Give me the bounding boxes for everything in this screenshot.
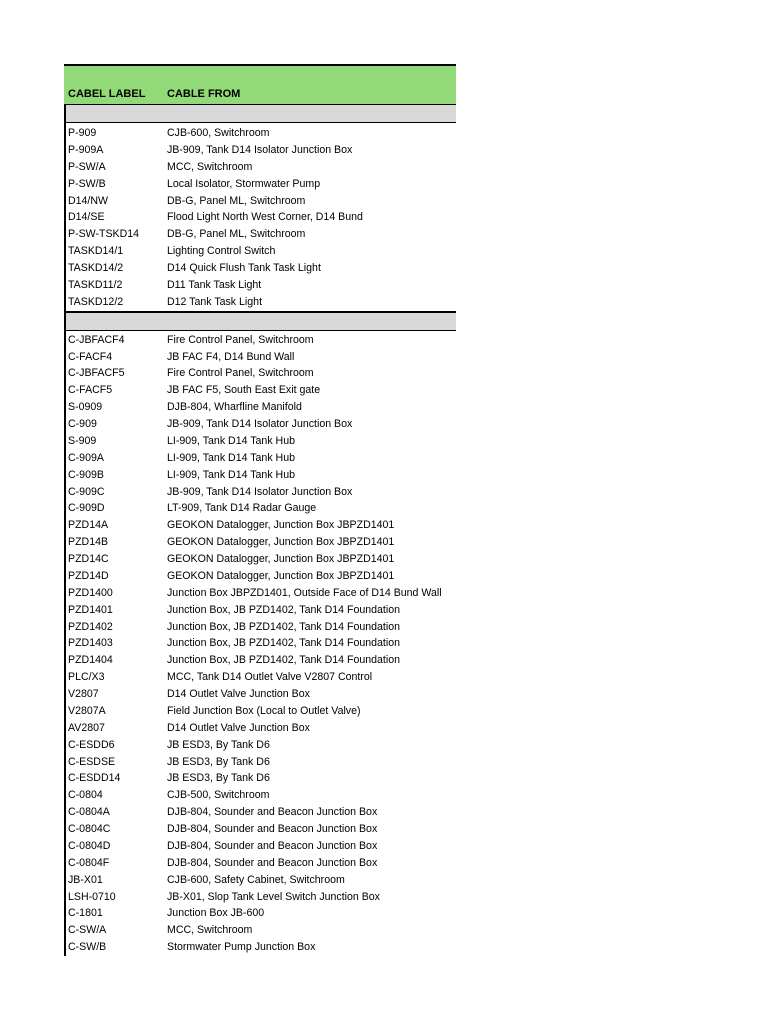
table-row[interactable] xyxy=(64,754,456,771)
cable-label-cell[interactable]: PLC/X3 xyxy=(68,671,105,684)
table-row[interactable] xyxy=(64,568,456,585)
cable-label-cell[interactable]: PZD1403 xyxy=(68,637,113,650)
table-row[interactable] xyxy=(64,176,456,193)
cable-label-cell[interactable]: C-909A xyxy=(68,451,104,464)
header-cabel-label[interactable]: CABEL LABEL xyxy=(68,88,146,100)
table-row[interactable] xyxy=(64,855,456,872)
table-row[interactable] xyxy=(64,277,456,294)
spreadsheet-table xyxy=(64,64,456,956)
table-row[interactable] xyxy=(64,294,456,311)
cable-label-cell[interactable]: C-SW/A xyxy=(68,924,107,937)
cable-label-cell[interactable]: C-909B xyxy=(68,468,104,481)
cable-from-cell[interactable]: JB ESD3, By Tank D6 xyxy=(167,755,270,768)
table-row[interactable] xyxy=(64,737,456,754)
table-row[interactable] xyxy=(64,585,456,602)
cable-label-cell[interactable]: PZD14C xyxy=(68,553,109,565)
table-row[interactable] xyxy=(64,720,456,737)
cable-from-cell[interactable]: GEOKON Datalogger, Junction Box JBPZD1401 xyxy=(167,519,395,532)
table-row[interactable] xyxy=(64,450,456,467)
cable-label-cell[interactable]: PZD14D xyxy=(68,569,109,582)
cable-label-cell[interactable]: TASKD14/2 xyxy=(68,262,124,274)
cable-label-cell[interactable]: P-909 xyxy=(68,127,97,139)
cable-label-cell[interactable]: LSH-0710 xyxy=(68,890,116,903)
cable-group-2 xyxy=(64,331,456,956)
table-row[interactable] xyxy=(64,517,456,534)
cable-from-cell[interactable]: MCC, Switchroom xyxy=(167,160,253,173)
cable-label-cell[interactable]: AV2807 xyxy=(68,721,105,734)
cable-label-cell[interactable]: PZD14B xyxy=(68,536,109,549)
cable-from-cell[interactable]: Field Junction Box (Local to Outlet Valve) xyxy=(167,704,361,717)
cable-from-cell[interactable]: Junction Box, JB PZD1402, Tank D14 Foundation xyxy=(167,654,401,667)
cable-from-cell[interactable]: DJB-804, Wharfline Manifold xyxy=(167,401,302,414)
cable-from-cell[interactable]: JB-909, Tank D14 Isolator Junction Box xyxy=(167,485,353,498)
cable-from-cell[interactable]: CJB-500, Switchroom xyxy=(167,789,270,802)
table-row[interactable] xyxy=(64,551,456,568)
cable-label-cell[interactable]: P-SW/B xyxy=(68,177,106,190)
table-row[interactable] xyxy=(64,349,456,366)
table-row[interactable] xyxy=(64,602,456,619)
cable-label-cell[interactable]: TASKD14/1 xyxy=(68,245,124,258)
cable-label-cell[interactable]: C-0804C xyxy=(68,823,111,835)
table-row[interactable] xyxy=(64,804,456,821)
table-row[interactable] xyxy=(64,619,456,636)
table-row[interactable] xyxy=(64,243,456,260)
table-row[interactable] xyxy=(64,467,456,484)
cable-from-cell[interactable]: MCC, Tank D14 Outlet Valve V2807 Control xyxy=(167,671,373,684)
cable-label-cell[interactable]: S-909 xyxy=(68,434,97,447)
cable-label-cell[interactable]: PZD1404 xyxy=(68,654,113,667)
cable-label-cell[interactable]: C-909D xyxy=(68,502,105,515)
cable-label-cell[interactable]: C-0804 xyxy=(68,789,103,802)
cable-from-cell[interactable]: Fire Control Panel, Switchroom xyxy=(167,333,314,346)
table-row[interactable] xyxy=(64,821,456,838)
table-row[interactable] xyxy=(64,209,456,226)
cable-from-cell[interactable]: D14 Outlet Valve Junction Box xyxy=(167,688,310,700)
table-row[interactable] xyxy=(64,703,456,720)
table-row[interactable] xyxy=(64,500,456,517)
header-row xyxy=(64,64,456,105)
table-row[interactable] xyxy=(64,433,456,450)
cable-label-cell[interactable]: P-SW-TSKD14 xyxy=(68,228,140,241)
table-row[interactable] xyxy=(64,365,456,382)
table-row[interactable] xyxy=(64,669,456,686)
cable-label-cell[interactable]: C-ESDD6 xyxy=(68,738,115,751)
cable-label-cell[interactable]: TASKD11/2 xyxy=(68,278,123,291)
cable-label-cell[interactable]: C-SW/B xyxy=(68,941,107,954)
cable-label-cell[interactable]: C-ESDD14 xyxy=(68,772,121,785)
cable-from-cell[interactable]: Junction Box, JB PZD1402, Tank D14 Foundation xyxy=(167,637,401,650)
cable-label-cell[interactable]: P-SW/A xyxy=(68,160,106,173)
cable-from-cell[interactable]: LI-909, Tank D14 Tank Hub xyxy=(167,468,295,481)
cable-from-cell[interactable]: LI-909, Tank D14 Tank Hub xyxy=(167,451,295,464)
table-row[interactable] xyxy=(64,399,456,416)
cable-label-cell[interactable]: C-FACF5 xyxy=(68,384,113,397)
cable-from-cell[interactable]: Junction Box JB-600 xyxy=(167,907,265,920)
table-row[interactable] xyxy=(64,922,456,939)
cable-from-cell[interactable]: JB-X01, Slop Tank Level Switch Junction Box xyxy=(167,890,380,903)
cable-from-cell[interactable]: CJB-600, Switchroom xyxy=(167,127,270,139)
table-row[interactable] xyxy=(64,686,456,703)
cable-label-cell[interactable]: C-JBFACF5 xyxy=(68,367,125,380)
cable-label-cell[interactable]: S-0909 xyxy=(68,401,103,414)
table-row[interactable] xyxy=(64,787,456,804)
table-row[interactable] xyxy=(64,484,456,501)
table-row[interactable] xyxy=(64,635,456,652)
cable-from-cell[interactable]: Stormwater Pump Junction Box xyxy=(167,941,316,954)
cable-label-cell[interactable]: PZD1400 xyxy=(68,586,113,599)
cable-label-cell[interactable]: PZD1401 xyxy=(68,603,113,616)
cable-label-cell[interactable]: C-1801 xyxy=(68,907,103,920)
cable-from-cell[interactable]: GEOKON Datalogger, Junction Box JBPZD1401 xyxy=(167,553,395,565)
cable-from-cell[interactable]: DB-G, Panel ML, Switchroom xyxy=(167,194,306,207)
cable-from-cell[interactable]: Junction Box JBPZD1401, Outside Face of D14 Bund Wall xyxy=(167,586,442,599)
cable-from-cell[interactable]: DJB-804, Sounder and Beacon Junction Box xyxy=(167,839,378,852)
cable-from-cell[interactable]: GEOKON Datalogger, Junction Box JBPZD1401 xyxy=(167,569,395,582)
cable-from-cell[interactable]: Local Isolator, Stormwater Pump xyxy=(167,177,321,190)
cable-from-cell[interactable]: DJB-804, Sounder and Beacon Junction Box xyxy=(167,806,378,819)
cable-label-cell[interactable]: TASKD12/2 xyxy=(68,295,124,308)
cable-label-cell[interactable]: JB-X01 xyxy=(68,873,103,886)
table-row[interactable] xyxy=(64,889,456,906)
cable-label-cell[interactable]: C-0804A xyxy=(68,806,110,819)
cable-from-cell[interactable]: MCC, Switchroom xyxy=(167,924,253,937)
cable-from-cell[interactable]: Fire Control Panel, Switchroom xyxy=(167,367,314,380)
table-row[interactable] xyxy=(64,905,456,922)
cable-from-cell[interactable]: D12 Tank Task Light xyxy=(167,295,263,308)
table-row[interactable] xyxy=(64,260,456,277)
table-row[interactable] xyxy=(64,125,456,142)
cable-label-cell[interactable]: P-909A xyxy=(68,143,104,156)
cable-label-cell[interactable]: C-0804D xyxy=(68,839,111,852)
table-row[interactable] xyxy=(64,382,456,399)
cable-group-1 xyxy=(64,123,456,311)
cable-from-cell[interactable]: D14 Quick Flush Tank Task Light xyxy=(167,262,321,274)
cable-label-cell[interactable]: C-ESDSE xyxy=(68,755,116,768)
cable-from-cell[interactable]: JB ESD3, By Tank D6 xyxy=(167,772,270,785)
cable-from-cell[interactable]: JB-909, Tank D14 Isolator Junction Box xyxy=(167,143,353,156)
cable-label-cell[interactable]: PZD1402 xyxy=(68,620,113,633)
cable-from-cell[interactable]: DB-G, Panel ML, Switchroom xyxy=(167,228,306,241)
table-row[interactable] xyxy=(64,652,456,669)
cable-from-cell[interactable]: D14 Outlet Valve Junction Box xyxy=(167,721,310,734)
cable-from-cell[interactable]: Junction Box, JB PZD1402, Tank D14 Foundation xyxy=(167,620,401,633)
cable-from-cell[interactable]: LI-909, Tank D14 Tank Hub xyxy=(167,434,295,447)
cable-label-cell[interactable]: PZD14A xyxy=(68,519,109,532)
table-row[interactable] xyxy=(64,534,456,551)
table-row[interactable] xyxy=(64,226,456,243)
cable-label-cell[interactable]: V2807 xyxy=(68,688,99,700)
group-separator-row[interactable] xyxy=(64,105,456,123)
table-row[interactable] xyxy=(64,159,456,176)
cable-from-cell[interactable]: Junction Box, JB PZD1402, Tank D14 Foundation xyxy=(167,603,401,616)
table-row[interactable] xyxy=(64,872,456,889)
group-separator-row[interactable] xyxy=(64,311,456,331)
header-cable-from[interactable]: CABLE FROM xyxy=(167,88,241,100)
cable-label-cell[interactable]: C-0804F xyxy=(68,856,110,869)
cable-from-cell[interactable]: DJB-804, Sounder and Beacon Junction Box xyxy=(167,856,378,869)
cable-from-cell[interactable]: D11 Tank Task Light xyxy=(167,278,262,291)
cable-from-cell[interactable]: CJB-600, Safety Cabinet, Switchroom xyxy=(167,873,345,886)
cable-from-cell[interactable]: JB ESD3, By Tank D6 xyxy=(167,738,270,751)
cable-label-cell[interactable]: D14/SE xyxy=(68,211,105,224)
cable-from-cell[interactable]: LT-909, Tank D14 Radar Gauge xyxy=(167,502,317,515)
cable-from-cell[interactable]: JB-909, Tank D14 Isolator Junction Box xyxy=(167,418,353,430)
cable-label-cell[interactable]: C-909C xyxy=(68,485,105,498)
table-row[interactable] xyxy=(64,838,456,855)
cable-from-cell[interactable]: JB FAC F4, D14 Bund Wall xyxy=(167,350,295,363)
table-row[interactable] xyxy=(64,939,456,956)
cable-from-cell[interactable]: DJB-804, Sounder and Beacon Junction Box xyxy=(167,823,378,835)
table-row[interactable] xyxy=(64,416,456,433)
table-row[interactable] xyxy=(64,142,456,159)
cable-from-cell[interactable]: JB FAC F5, South East Exit gate xyxy=(167,384,321,397)
cable-from-cell[interactable]: Lighting Control Switch xyxy=(167,245,276,258)
table-row[interactable] xyxy=(64,332,456,349)
cable-label-cell[interactable]: C-JBFACF4 xyxy=(68,333,125,346)
cable-label-cell[interactable]: D14/NW xyxy=(68,194,109,207)
table-row[interactable] xyxy=(64,193,456,210)
table-row[interactable] xyxy=(64,770,456,787)
cable-from-cell[interactable]: Flood Light North West Corner, D14 Bund xyxy=(167,211,363,224)
cable-from-cell[interactable]: GEOKON Datalogger, Junction Box JBPZD1401 xyxy=(167,536,395,549)
cable-label-cell[interactable]: C-909 xyxy=(68,418,97,430)
cable-label-cell[interactable]: C-FACF4 xyxy=(68,350,113,363)
cable-label-cell[interactable]: V2807A xyxy=(68,704,106,717)
